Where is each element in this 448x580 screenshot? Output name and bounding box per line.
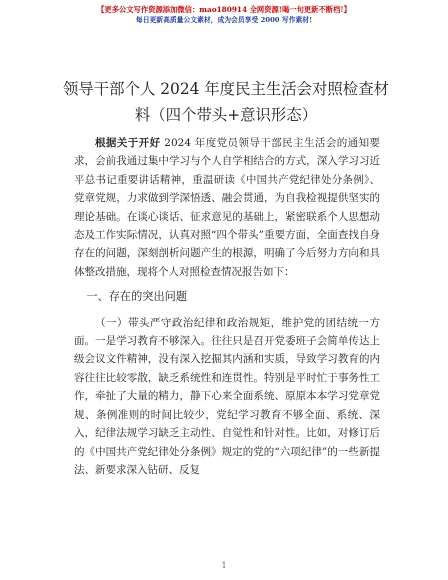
intro-paragraph [74,134,380,281]
promo-banner-line2: 每日更新高质量公文素材，成为会员享受 2000 写作素材! [135,16,313,24]
intro-lead: 根据关于开好 [95,137,161,149]
section-paragraph: （一）带头严守政治纪律和政治规矩，维护党的团结统一方面。一是学习教育不够深入。往往只是召开党委班子会简单传达上级会议文件精神，没有深入挖掘其内涵和实质，导致学习教育的内容往往比较零散，缺乏系统性和连贯性。特别是平时忙于事务性工作，牵扯了大量的精力，静下心来全面系统、原原本本学习党章党规、条例准则的时间比较少，党纪学习教育不够全面、系统、深入，纪律法规学习缺乏主动性、自觉性和针对性。比如，对修订后的《中国共产党纪律处分条例》规定的党的“六项纪律”的一些新提法、新要求深入钻研、反复 [74,316,380,476]
intro-text: 2024 年度党员领导干部民主生活会的通知要求，会前我通过集中学习与个人自学相结合的方式，深入学习习近平总书记重要讲话精神，重温研读《中国共产党纪律处分条例》、党章党规，力求做到学深悟透、融会贯通，为自我检视提供坚实的理论基础。在谈心谈话、征求意见的基础上，紧密联系个人思想动态及工作实际情况，认真对照“四个带头”重要方面，全面查找自身存在的问题，深刻剖析问题产生的根源，明确了今后努力方向和具体整改措施，现将个人对照检查情况报告如下： [74,137,380,278]
promo-banner [0,4,448,26]
section-heading: 一、存在的突出问题 [86,290,188,304]
document-body [74,134,380,479]
page-number: 1 [221,561,227,570]
promo-banner-line1: 【更多公文写作资源添加微信：mao180914 全网资源!喝一句更新不断档!】 [97,5,351,14]
document-title: 领导干部个人 2024 年度民主生活会对照检查材料（四个带头+意识形态） [63,80,389,124]
